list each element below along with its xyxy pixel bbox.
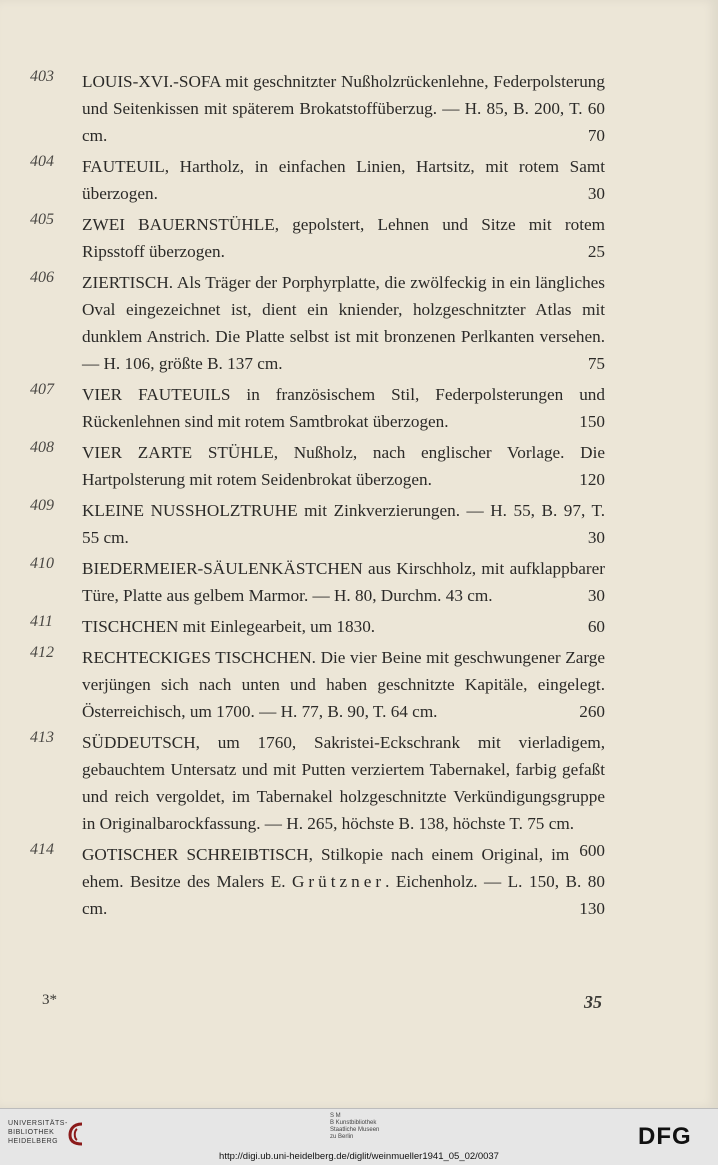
museum-stamp xyxy=(330,1113,379,1141)
catalog-entries xyxy=(30,68,605,926)
entry-price: 150 xyxy=(579,412,605,431)
entry-number: 412 xyxy=(30,644,54,661)
entry-description xyxy=(82,68,605,149)
catalog-entry xyxy=(30,439,605,493)
catalog-entry xyxy=(30,153,605,207)
entry-description xyxy=(82,555,605,609)
entry-text: RECHTECKIGES TISCHCHEN. Die vier Beine mit geschwungener Zarge verjüngen sich nach unten und haben geschnitzte Kapitäle, eingelegt. Österreichisch, um 1700. — H. 77, B. 90, T. 64 cm. xyxy=(82,648,605,721)
library-name-line: UNIVERSITÄTS- xyxy=(8,1120,68,1127)
catalog-entry xyxy=(30,497,605,551)
entry-description xyxy=(82,211,605,265)
entry-number: 413 xyxy=(30,729,54,746)
entry-price: 25 xyxy=(587,242,605,261)
entry-price: 600 xyxy=(579,841,605,860)
catalog-entry xyxy=(30,211,605,265)
entry-text: SÜDDEUTSCH, um 1760, Sakristei-Eckschrank mit vierladigem, gebauchtem Untersatz und mit Putten verziertem Tabernakel, farbig gefaßt und reich vergoldet, im Tabernakel holzgeschnitzte Verkündigungsgruppe in Originalbarockfassung. — H. 265, höchste B. 138, höchste T. 75 cm. xyxy=(82,733,605,833)
entry-text: VIER FAUTEUILS in französischem Stil, Federpolsterungen und Rückenlehnen sind mit rotem Samtbrokat überzogen. xyxy=(82,385,605,431)
stamp-line: S M xyxy=(330,1113,341,1119)
entry-description xyxy=(82,439,605,493)
catalog-entry xyxy=(30,555,605,609)
stamp-line: Staatliche Museen xyxy=(330,1127,380,1133)
page-number: 35 xyxy=(584,992,602,1012)
entry-number: 406 xyxy=(30,269,54,286)
entry-text-start: GOTISCHER SCHREIBTISCH, Stilkopie nach einem Original, im ehem. Besitze des Malers E. xyxy=(82,845,570,891)
entry-description xyxy=(82,269,605,377)
library-emblem-icon xyxy=(66,1121,88,1147)
entry-description xyxy=(82,644,605,725)
stamp-line: zu Berlin xyxy=(330,1134,354,1140)
entry-number: 408 xyxy=(30,439,54,456)
entry-price: 120 xyxy=(579,470,605,489)
catalog-entry xyxy=(30,68,605,149)
entry-number: 409 xyxy=(30,497,54,514)
library-name-line: BIBLIOTHEK xyxy=(8,1129,55,1136)
entry-number: 410 xyxy=(30,555,54,572)
entry-price: 130 xyxy=(579,899,605,918)
stamp-line: B Kunstbibliothek xyxy=(330,1120,377,1126)
entry-text-end: . Eichenholz. — L. 150, B. 80 cm. xyxy=(82,872,605,918)
signature-mark: 3* xyxy=(42,992,57,1008)
entry-number: 403 xyxy=(30,68,54,85)
entry-text: ZWEI BAUERNSTÜHLE, gepolstert, Lehnen und Sitze mit rotem Ripsstoff überzogen. xyxy=(82,215,605,261)
entry-text: FAUTEUIL, Hartholz, in einfachen Linien, Hartsitz, mit rotem Samt überzogen. xyxy=(82,157,605,203)
catalog-entry xyxy=(30,613,605,640)
entry-price: 60 xyxy=(587,617,605,636)
dfg-logo[interactable]: DFG xyxy=(638,1123,692,1150)
entry-text: TISCHCHEN mit Einlegearbeit, um 1830. xyxy=(82,617,376,636)
entry-price: 30 xyxy=(587,184,605,203)
entry-text: LOUIS-XVI.-SOFA mit geschnitzter Nußholzrückenlehne, Federpolsterung und Seitenkissen mit späterem Brokatstoffüberzug. — H. 85, B. 200, T. 60 cm. xyxy=(82,72,605,145)
entry-price: 30 xyxy=(587,586,605,605)
entry-price: 260 xyxy=(579,702,605,721)
catalog-entry xyxy=(30,269,605,377)
entry-text: KLEINE NUSSHOLZTRUHE mit Zinkverzierungen. — H. 55, B. 97, T. 55 cm. xyxy=(82,501,605,547)
painter-name: Grützner xyxy=(292,872,386,891)
catalog-entry xyxy=(30,381,605,435)
entry-price: 70 xyxy=(587,126,605,145)
entry-text: ZIERTISCH. Als Träger der Porphyrplatte, die zwölfeckig in ein längliches Oval eingezeichnet ist, dient ein kniender, holzgeschnitzter Atlas mit dunklem Anstrich. Die Platte selbst ist mit bronzenen Perlkanten versehen. — H. 106, größte B. 137 cm. xyxy=(82,273,605,373)
entry-number: 405 xyxy=(30,211,54,228)
entry-description xyxy=(82,381,605,435)
entry-description xyxy=(82,153,605,207)
entry-text: VIER ZARTE STÜHLE, Nußholz, nach englischer Vorlage. Die Hartpolsterung mit rotem Seidenbrokat überzogen. xyxy=(82,443,605,489)
entry-number: 407 xyxy=(30,381,54,398)
entry-number: 404 xyxy=(30,153,54,170)
entry-description xyxy=(82,497,605,551)
digitization-bar xyxy=(0,1108,718,1165)
source-url-link[interactable]: http://digi.ub.uni-heidelberg.de/diglit/weinmueller1941_05_02/0037 xyxy=(219,1151,499,1162)
library-name-line: HEIDELBERG xyxy=(8,1138,59,1145)
entry-price: 75 xyxy=(587,354,605,373)
catalog-entry xyxy=(30,841,605,922)
catalog-entry xyxy=(30,644,605,725)
entry-number: 411 xyxy=(30,613,53,630)
entry-text: BIEDERMEIER-SÄULENKÄSTCHEN aus Kirschholz, mit aufklappbarer Türe, Platte aus gelbem Marmor. — H. 80, Durchm. 43 cm. xyxy=(82,559,605,605)
entry-description xyxy=(82,729,605,860)
entry-price: 30 xyxy=(587,528,605,547)
entry-number: 414 xyxy=(30,841,54,858)
entry-description xyxy=(82,841,605,922)
entry-description xyxy=(82,613,605,640)
